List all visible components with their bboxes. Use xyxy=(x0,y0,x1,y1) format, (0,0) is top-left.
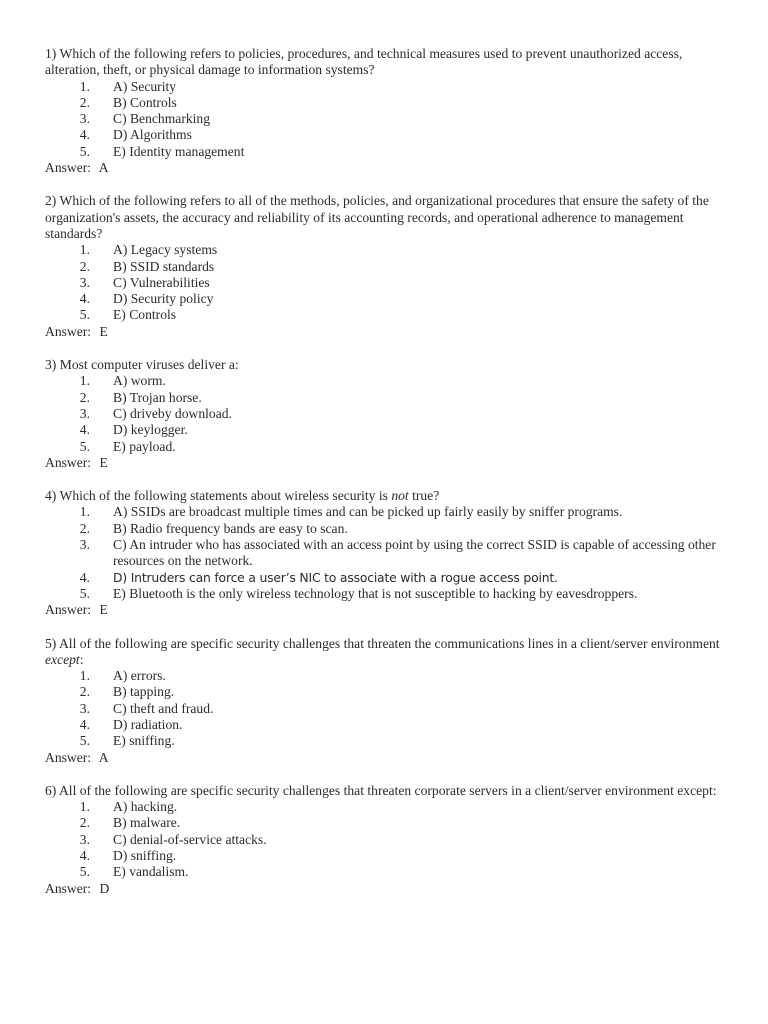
question-text xyxy=(45,357,735,373)
choice-number: 5. xyxy=(79,733,90,749)
choice-number: 1. xyxy=(79,242,90,258)
answer-label: Answer: xyxy=(45,454,92,470)
answer-line xyxy=(45,160,735,176)
answer-label: Answer: xyxy=(45,160,92,176)
question-stem: All of the following are specific security challenges that threaten corporate servers in a client/server environment except: xyxy=(58,782,717,798)
choice-text: B) Radio frequency bands are easy to scan. xyxy=(113,520,348,536)
choice-number: 3. xyxy=(79,111,90,127)
question-emphasis: except xyxy=(45,651,80,667)
choice-number: 1. xyxy=(79,668,90,684)
question-text xyxy=(45,193,735,242)
choice-list xyxy=(45,504,735,602)
answer-value: E xyxy=(99,323,108,339)
choice-number: 1. xyxy=(79,799,90,815)
choice-number: 4. xyxy=(79,127,90,143)
question-emphasis: not xyxy=(391,488,409,504)
choice-text: A) errors. xyxy=(113,668,166,684)
choice-number: 2. xyxy=(79,389,90,405)
choice-text: A) SSIDs are broadcast multiple times and can be picked up fairly easily by sniffer programs. xyxy=(113,504,623,520)
answer-label: Answer: xyxy=(45,880,92,896)
choice-number: 4. xyxy=(79,291,90,307)
answer-value: A xyxy=(98,160,109,176)
choice-text: D) Security policy xyxy=(113,291,214,307)
choice-list xyxy=(45,668,735,749)
choice-text: C) Vulnerabilities xyxy=(113,274,210,290)
choice-text: A) Legacy systems xyxy=(113,242,218,258)
answer-line xyxy=(45,324,735,340)
choice-item xyxy=(79,537,735,570)
choice-text: A) Security xyxy=(113,78,177,94)
answer-value: E xyxy=(99,454,108,470)
choice-item xyxy=(79,111,735,127)
choice-text: E) Identity management xyxy=(113,143,245,159)
answer-value: A xyxy=(98,749,109,765)
answer-label: Answer: xyxy=(45,602,92,618)
choice-number: 2. xyxy=(79,258,90,274)
choice-list xyxy=(45,799,735,880)
choice-item xyxy=(79,274,735,291)
choice-text: D) Intruders can force a user’s NIC to associate with a rogue access point. xyxy=(113,569,558,585)
choice-number: 1. xyxy=(79,78,90,94)
choice-text: C) theft and fraud. xyxy=(113,700,214,716)
choice-number: 1. xyxy=(79,373,90,389)
choice-item xyxy=(79,716,735,733)
question-text xyxy=(45,488,735,504)
choice-item xyxy=(79,848,735,864)
choice-number: 1. xyxy=(79,504,90,520)
choice-number: 5. xyxy=(79,864,90,880)
choice-text: D) keylogger. xyxy=(113,422,188,438)
choice-item xyxy=(79,585,735,602)
choice-item xyxy=(79,373,735,389)
choice-list xyxy=(45,373,735,454)
question-stem: All of the following are specific security challenges that threaten the communications lines in a client/server environment xyxy=(58,635,720,651)
choice-list xyxy=(45,242,735,323)
choice-item xyxy=(79,684,735,700)
choice-text: D) radiation. xyxy=(113,716,183,732)
choice-text: E) Controls xyxy=(113,307,177,323)
question-stem: Which of the following statements about wireless security is xyxy=(59,488,392,504)
document-body xyxy=(45,46,735,914)
choice-text: B) SSID standards xyxy=(113,258,215,274)
question-number: 2) xyxy=(45,193,57,209)
question-text xyxy=(45,46,735,79)
choice-number: 3. xyxy=(79,405,90,421)
question-stem: Which of the following refers to all of the methods, policies, and organizational procedures that ensure the safety of the organization's assets, the accuracy and reliability of its accounting records, and operational adherence to management standards? xyxy=(45,193,709,241)
choice-number: 4. xyxy=(79,422,90,438)
choice-text: B) Trojan horse. xyxy=(113,389,202,405)
question-number: 6) xyxy=(45,782,57,798)
choice-text: B) Controls xyxy=(113,94,177,110)
question-6 xyxy=(45,783,735,897)
answer-value: D xyxy=(99,880,110,896)
answer-line xyxy=(45,750,735,766)
answer-line xyxy=(45,881,735,897)
choice-item xyxy=(79,668,735,684)
choice-item xyxy=(79,78,735,95)
choice-text: C) denial-of-service attacks. xyxy=(113,831,267,847)
choice-text: C) Benchmarking xyxy=(113,111,211,127)
question-number: 5) xyxy=(45,635,57,651)
choice-number: 4. xyxy=(79,569,90,585)
question-text xyxy=(45,783,735,799)
question-number: 4) xyxy=(45,488,57,504)
choice-item xyxy=(79,700,735,717)
choice-number: 3. xyxy=(79,700,90,716)
choice-number: 2. xyxy=(79,520,90,536)
choice-number: 4. xyxy=(79,716,90,732)
choice-text: A) hacking. xyxy=(113,799,178,815)
choice-text: B) malware. xyxy=(113,815,181,831)
question-1 xyxy=(45,46,735,176)
choice-number: 2. xyxy=(79,815,90,831)
answer-value: E xyxy=(99,602,108,618)
answer-label: Answer: xyxy=(45,323,92,339)
choice-text: E) vandalism. xyxy=(113,864,189,880)
choice-item xyxy=(79,307,735,323)
choice-text: D) sniffing. xyxy=(113,848,177,864)
question-number: 1) xyxy=(45,46,57,61)
question-2 xyxy=(45,193,735,340)
choice-number: 3. xyxy=(79,831,90,847)
choice-item xyxy=(79,143,735,160)
choice-number: 5. xyxy=(79,438,90,454)
choice-item xyxy=(79,438,735,455)
choice-item xyxy=(79,389,735,406)
question-stem-end: true? xyxy=(408,488,440,504)
choice-text: E) sniffing. xyxy=(113,733,175,749)
question-4 xyxy=(45,488,735,618)
choice-text: E) Bluetooth is the only wireless technology that is not susceptible to hacking by eavesdroppers. xyxy=(113,585,638,601)
choice-item xyxy=(79,815,735,831)
question-number: 3) xyxy=(45,357,57,373)
question-stem-end: : xyxy=(79,651,84,667)
choice-item xyxy=(79,504,735,520)
choice-text: C) An intruder who has associated with an access point by using the correct SSID is capable of accessing other resources on the network. xyxy=(113,537,716,569)
choice-item xyxy=(79,94,735,111)
question-stem: Most computer viruses deliver a: xyxy=(59,357,239,373)
choice-item xyxy=(79,733,735,749)
choice-item xyxy=(79,127,735,143)
choice-item xyxy=(79,422,735,438)
choice-number: 5. xyxy=(79,143,90,159)
answer-line xyxy=(45,455,735,471)
choice-number: 2. xyxy=(79,684,90,700)
choice-text: D) Algorithms xyxy=(113,127,192,143)
choice-text: E) payload. xyxy=(113,438,176,454)
choice-number: 3. xyxy=(79,537,90,553)
choice-number: 5. xyxy=(79,307,90,323)
choice-item xyxy=(79,864,735,880)
choice-text: B) tapping. xyxy=(113,684,175,700)
choice-item xyxy=(79,831,735,848)
choice-item xyxy=(79,799,735,815)
answer-label: Answer: xyxy=(45,749,92,765)
question-stem: Which of the following refers to policies, procedures, and technical measures used to prevent unauthorized access, alteration, theft, or physical damage to information systems? xyxy=(45,46,683,78)
choice-text: C) driveby download. xyxy=(113,405,232,421)
choice-item xyxy=(79,258,735,275)
choice-item xyxy=(79,405,735,422)
choice-number: 3. xyxy=(79,274,90,290)
choice-item xyxy=(79,520,735,537)
question-5 xyxy=(45,636,735,766)
choice-number: 5. xyxy=(79,585,90,601)
question-text xyxy=(45,636,735,669)
choice-list xyxy=(45,79,735,160)
choice-number: 2. xyxy=(79,94,90,110)
choice-number: 4. xyxy=(79,848,90,864)
question-3 xyxy=(45,357,735,471)
choice-item xyxy=(79,291,735,307)
choice-text: A) worm. xyxy=(113,373,166,389)
choice-item xyxy=(79,242,735,258)
choice-item xyxy=(79,569,735,586)
answer-line xyxy=(45,602,735,618)
